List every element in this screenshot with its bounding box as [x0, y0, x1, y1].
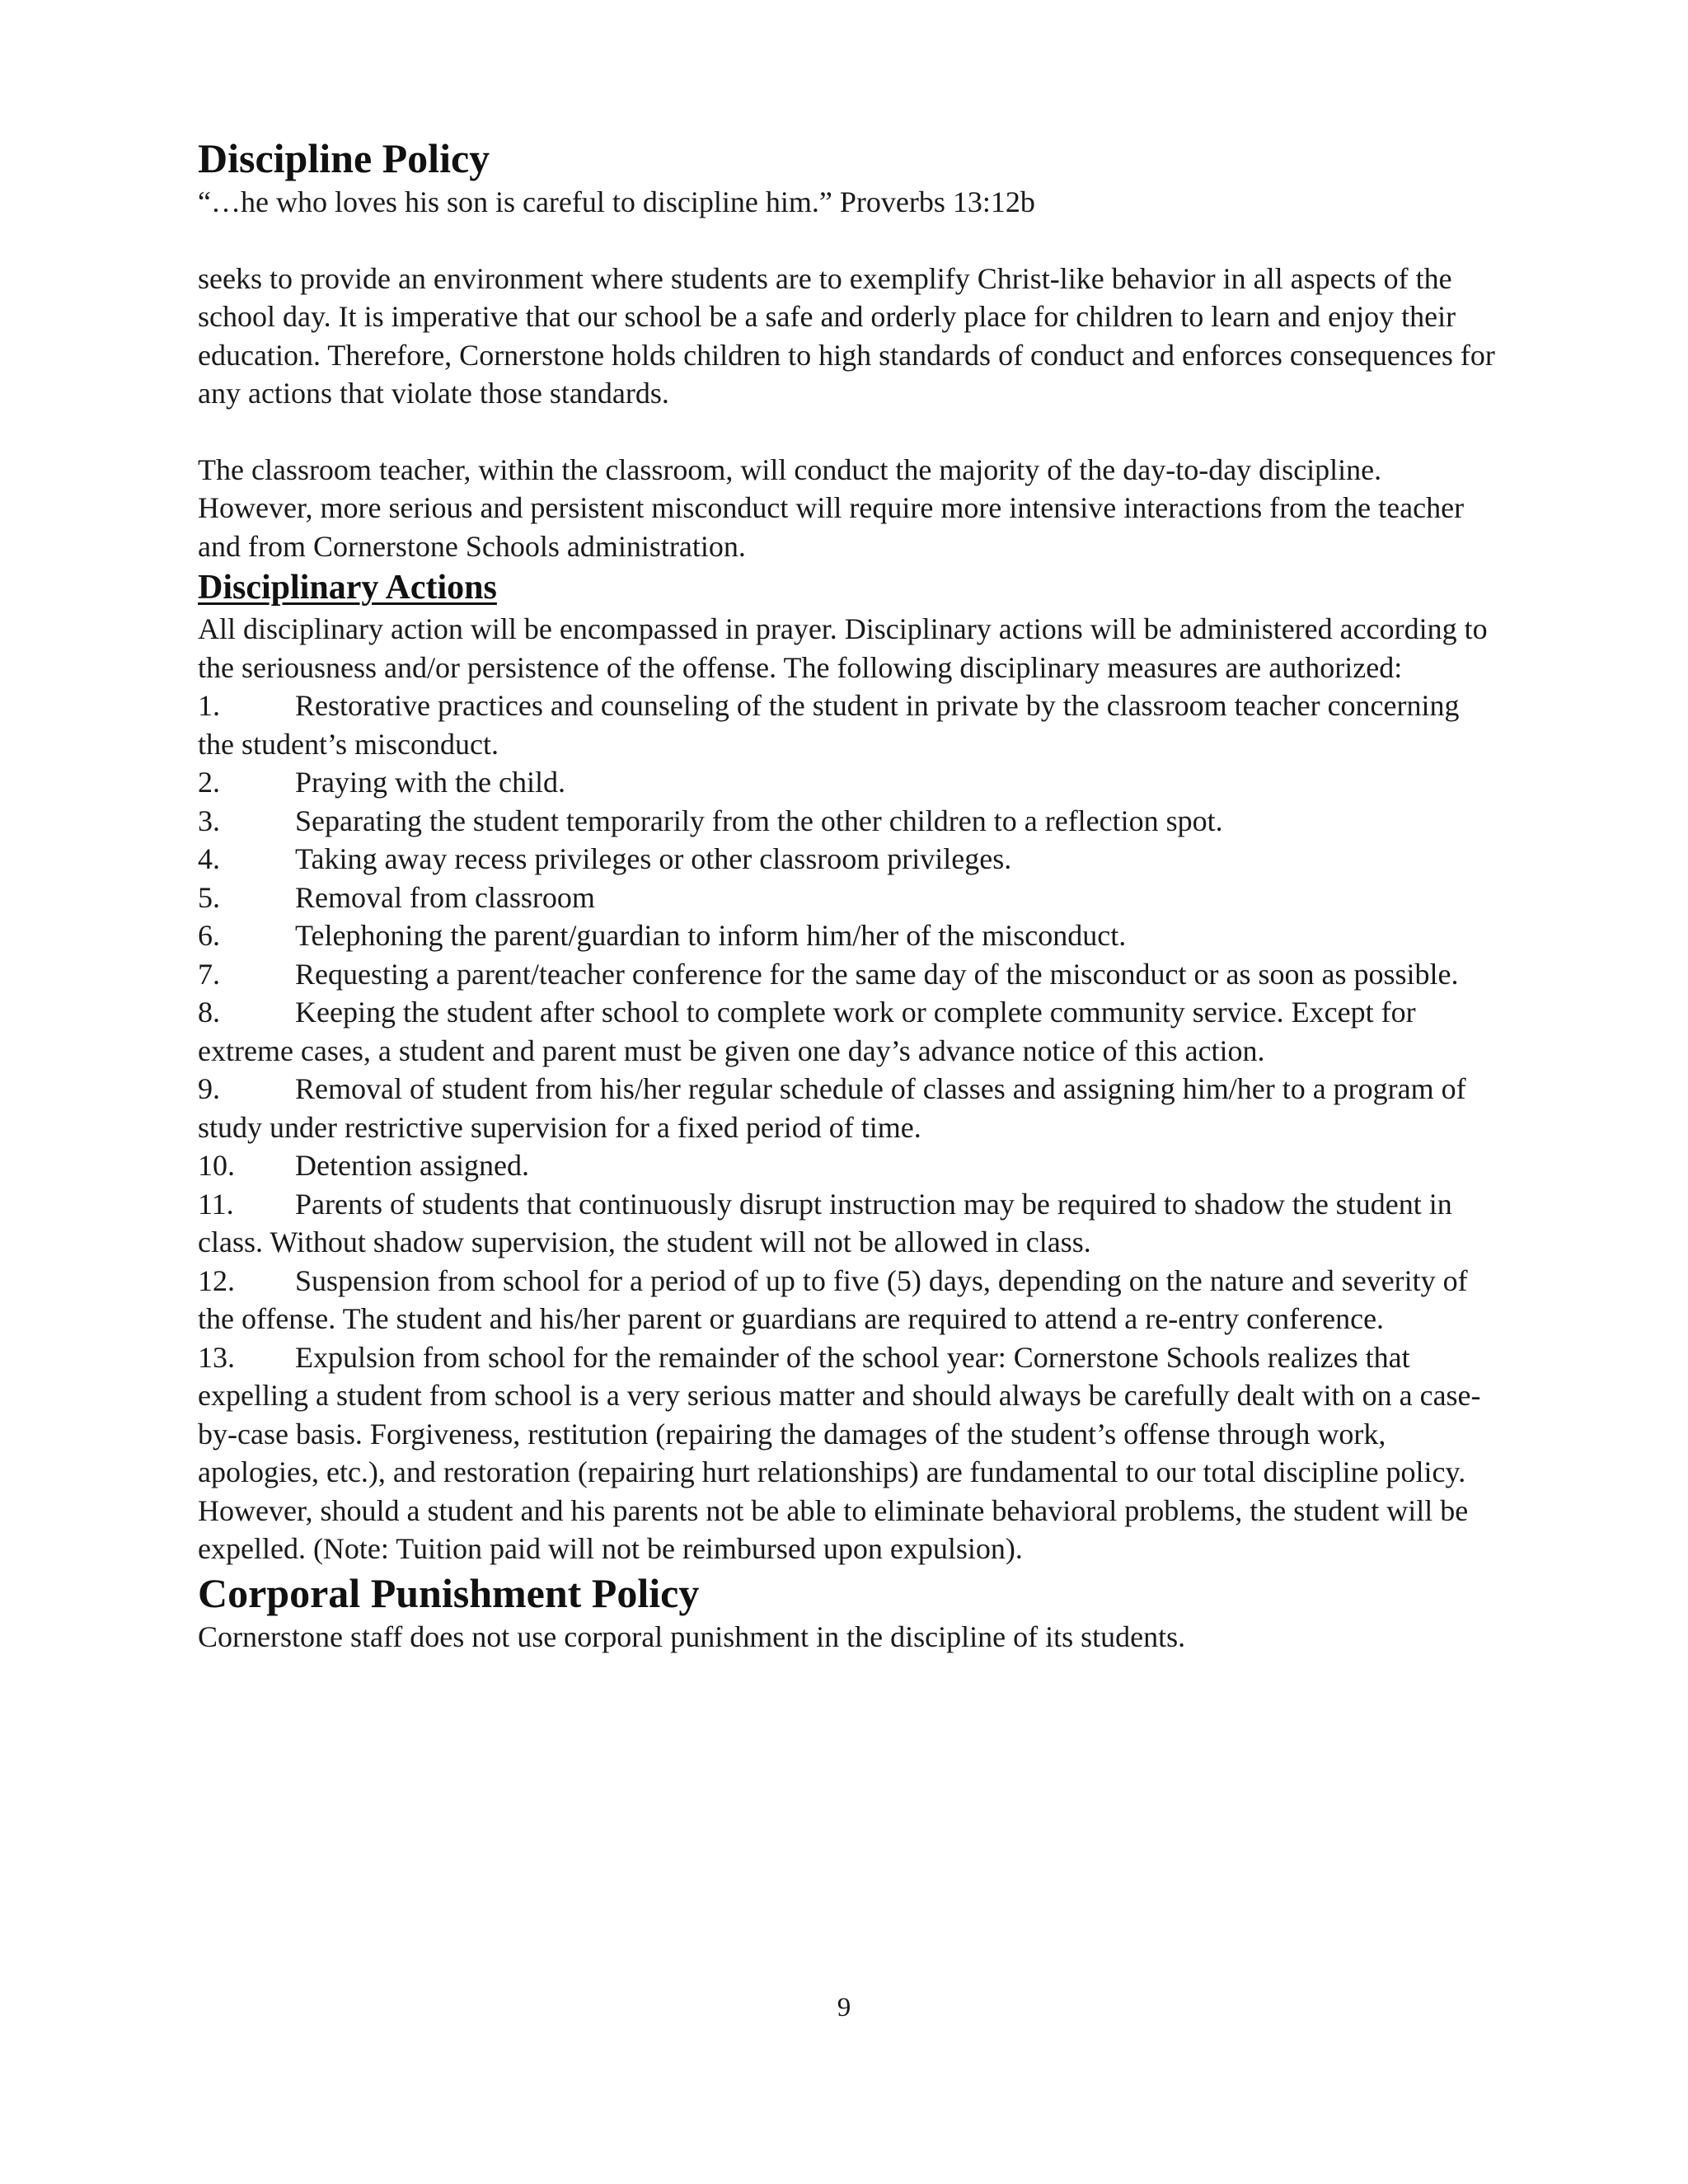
intro-paragraph: seeks to provide an environment where students are to exemplify Christ-like behavior in all aspects of the school day. It is imperative that our school be a safe and orderly place for children to learn and enjoy their education. Therefore, Cornerstone holds children to high standards of conduct and enforces consequences for any actions that violate those standards. — [198, 261, 1495, 410]
list-item — [198, 840, 1500, 879]
list-item — [198, 1070, 1500, 1146]
list-item — [198, 802, 1500, 841]
list-item-number: 2. — [198, 766, 220, 799]
discipline-policy-heading: Discipline Policy — [198, 135, 490, 181]
list-item — [198, 955, 1500, 994]
list-item-number: 3. — [198, 804, 220, 837]
page-number: 9 — [837, 1993, 851, 2022]
list-item — [198, 1338, 1500, 1568]
list-item-text: Keeping the student after school to complete work or complete community service. Except for extreme cases, a student and parent must be given one day’s advance notice of this action. — [198, 996, 1416, 1067]
list-item — [198, 687, 1500, 763]
disciplinary-actions-intro: All disciplinary action will be encompassed in prayer. Disciplinary actions will be administered according to the seriousness and/or persistence of the offense. The following disciplinary measures are authorized: — [198, 612, 1488, 684]
list-item-number: 1. — [198, 689, 220, 722]
list-item-text: Parents of students that continuously disrupt instruction may be required to shadow the student in class. Without shadow supervision, the student will not be allowed in class. — [198, 1187, 1452, 1258]
list-item-number: 13. — [198, 1340, 235, 1374]
list-item — [198, 1262, 1500, 1338]
list-item — [198, 993, 1500, 1070]
list-item-number: 6. — [198, 919, 220, 952]
list-item-text: Detention assigned. — [295, 1149, 529, 1182]
list-item-text: Removal from classroom — [295, 880, 595, 914]
list-item-number: 5. — [198, 880, 220, 914]
list-item-text: Restorative practices and counseling of the student in private by the classroom teacher concerning the student’s misconduct. — [198, 689, 1460, 761]
classroom-teacher-paragraph: The classroom teacher, within the classroom, will conduct the majority of the day-to-day discipline. However, more serious and persistent misconduct will require more intensive interactions from the teacher and from Cornerstone Schools administration. — [198, 452, 1465, 563]
list-item — [198, 916, 1500, 955]
page-content — [198, 134, 1500, 1656]
disciplinary-measures-list — [198, 687, 1500, 1568]
list-item — [198, 763, 1500, 802]
list-item-text: Taking away recess privileges or other classroom privileges. — [295, 842, 1012, 875]
list-item-number: 4. — [198, 842, 220, 875]
list-item — [198, 1146, 1500, 1185]
list-item — [198, 879, 1500, 917]
proverbs-quote: “…he who loves his son is careful to discipline him.” Proverbs 13:12b — [198, 185, 1035, 218]
list-item — [198, 1185, 1500, 1262]
list-item-number: 9. — [198, 1072, 220, 1105]
corporal-punishment-text: Cornerstone staff does not use corporal punishment in the discipline of its students. — [198, 1619, 1186, 1653]
list-item-text: Requesting a parent/teacher conference for the same day of the misconduct or as soon as possible. — [295, 957, 1459, 991]
list-item-number: 7. — [198, 957, 220, 991]
list-item-text: Praying with the child. — [295, 766, 565, 799]
list-item-text: Suspension from school for a period of up to five (5) days, depending on the nature and severity of the offense. The student and his/her parent or guardians are required to attend a re-entry conference. — [198, 1263, 1468, 1335]
list-item-text: Separating the student temporarily from the other children to a reflection spot. — [295, 804, 1223, 837]
list-item-text: Telephoning the parent/guardian to inform him/her of the misconduct. — [295, 919, 1127, 952]
corporal-punishment-heading: Corporal Punishment Policy — [198, 1569, 700, 1616]
list-item-number: 8. — [198, 996, 220, 1029]
list-item-text: Removal of student from his/her regular schedule of classes and assigning him/her to a program of study under restrictive supervision for a fixed period of time. — [198, 1072, 1466, 1144]
disciplinary-actions-heading: Disciplinary Actions — [198, 569, 497, 607]
list-item-number: 11. — [198, 1187, 234, 1221]
list-item-number: 12. — [198, 1263, 235, 1297]
list-item-number: 10. — [198, 1149, 235, 1182]
list-item-text: Expulsion from school for the remainder of the school year: Cornerstone Schools realizes that expelling a student from school is a very serious matter and should always be carefully dealt with on a case-by-case basis. Forgiveness, restitution (repairing the damages of the student’s offense through work, apologies, etc.), and restoration (repairing hurt relationships) are fundamental to our total discipline policy. However, should a student and his parents not be able to eliminate behavioral problems, the student will be expelled. (Note: Tuition paid will not be reimbursed upon expulsion). — [198, 1340, 1481, 1565]
